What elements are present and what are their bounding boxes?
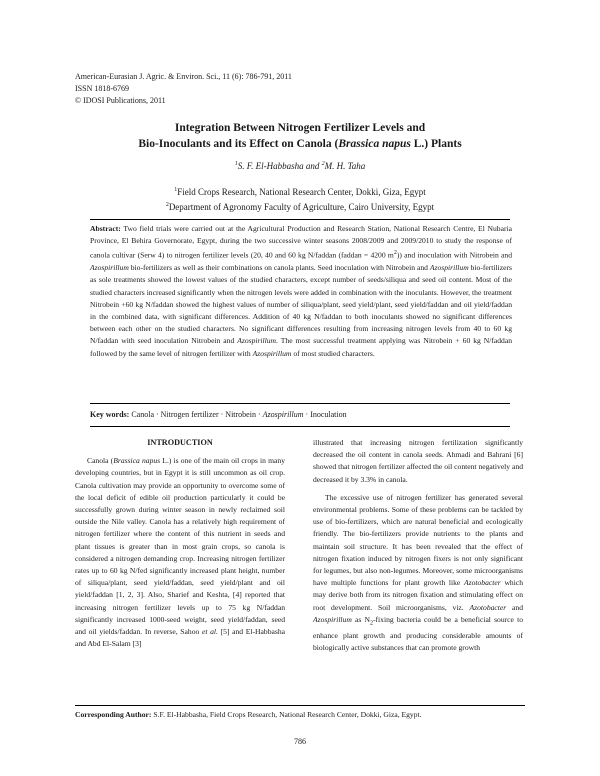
journal-header <box>75 71 292 107</box>
keywords: Key words: Canola · Nitrogen fertilizer · Nitrobein · Azospirillum · Inoculation <box>90 410 347 419</box>
affiliation-2: $^2$Department of Agronomy Faculty of Agriculture, Cairo University, Egypt <box>165 202 435 212</box>
author-1: S. F. El-Habbasha and <box>237 161 322 171</box>
keywords-label: Key words: <box>90 410 130 419</box>
page-number: 786 <box>294 737 306 746</box>
paper-title <box>0 120 600 152</box>
footer-rule <box>75 705 525 706</box>
author-2: M. H. Taha <box>324 161 366 171</box>
intro-paragraph-1: Canola (Brassica napus L.) is one of the main oil crops in many developing countries, but in Egypt it is still uncommon as oil crop. Canola cultivation may provide an opportunity to overcome some of the local deficit of edible oil production particularly it could be successfully grown during winter season in newly reclaimed soil outside the Nile valley. Canola has a relatively high requirement of nitrogen fertilizer where the content of this nutrient in seeds and plant tissues is greater than in most grain crops, so canola is considered a nitrogen demanding crop. Increasing nitrogen fertilizer rates up to 60 kg N/fed significantly increased plant height, number of siliqua/plant, seed yield/faddan, seed yield/plant and oil yield/faddan [1, 2, 3]. Also, Sharief and Keshta, [4] reported that increasing nitrogen fertilizer levels up to 75 kg N/faddan significantly increased 1000-seed weight, seed yield/faddan, seed and oil yields/faddan. In reverse, Sahoo et al. [5] and El-Habbasha and Abd El-Salam [3] <box>75 456 286 649</box>
copyright: © IDOSI Publications, 2011 <box>75 96 166 105</box>
abstract-top-rule <box>90 219 510 220</box>
abstract-bottom-rule <box>90 403 510 404</box>
corresponding-author: Corresponding Author: S.F. El-Habbasha, Field Crops Research, National Research Center, Dokki, Giza, Egypt. <box>75 710 422 719</box>
corresponding-author-label: Corresponding Author: <box>75 710 152 719</box>
affiliation-1: $^1$Field Crops Research, National Research Center, Dokki, Giza, Egypt <box>174 187 426 197</box>
abstract-label: Abstract: <box>90 224 121 233</box>
issn: ISSN 1818-6769 <box>75 84 130 93</box>
intro-paragraph-continued: illustrated that increasing nitrogen fertilization significantly decreased the oil content in canola seeds. Ahmadi and Bahrani [6] showed that nitrogen fertilizer affected the oil content negatively and decreased it by 3.3% in canola. <box>313 438 523 484</box>
section-heading-introduction: INTRODUCTION <box>147 438 213 447</box>
title-line-1: Integration Between Nitrogen Fertilizer Levels and <box>174 122 426 134</box>
body-column-left <box>75 437 285 656</box>
body-column-right <box>313 437 523 660</box>
intro-paragraph-2: The excessive use of nitrogen fertilizer has generated several environmental problems. Some of these problems can be tackled by use of bio-fertilizers, which are natural beneficial and ecologically friendly. The bio-fertilizers provide nutrients to the plants and maintain soil structure. It has been revealed that the effect of nitrogen fixation induced by nitrogen fixers is not only significant for legumes, but also non-legumes. Moreover, some microorganisms have multiple functions for plant growth like Azotobacter which may derive both from its nitrogen fixation and stimulating effect on root development. Soil microorganisms, viz. Azotobacter and Azospirillum as $N_2$-fixing bacteria could be a beneficial source to enhance plant growth and producing considerable amounts of biologically active substances that can promote growth <box>313 492 523 652</box>
keywords-bottom-rule <box>90 426 510 427</box>
abstract: Abstract: Two field trials were carried out at the Agricultural Production and Research Station, National Research Centre, El Nubaria Province, El Behira Governorate, Egypt, during the two successive winter seasons 2008/2009 and 2009/2010 to study the response of canola cultivar (Serw 4) to nitrogen fertilizer levels (20, 40 and 60 kg N/faddan (faddan = 4200 $m^2$)) and inoculation with Nitrobein and Azospirillum bio-fertilizers as well as their combinations on canola plants. Seed inoculation with Nitrobein and Azospirillum bio-fertilizers as sole treatments showed the lowest values of the studied characters, except number of seeds/siliqua and seed oil content. Most of the studied characters increased significantly when the nitrogen levels were added in combination with the inoculants. However, the treatment Nitrobein +60 kg N/faddan showed the highest values of number of siliqua/plant, seed yield/plant, seed yield/faddan and oil yield/faddan in the combined data, with significant differences. Addition of 40 kg N/faddan to both inoculants showed no significant differences between each other on the studied characters. No significant differences resulting from increasing nitrogen levels from 40 to 60 kg N/faddan with seed inoculation Nitrobein and Azospirillum. The most successful treatment applying was Nitrobein + 60 kg N/faddan followed by the same level of nitrogen fertilizer with Azospirillum of most studied characters. <box>90 224 512 358</box>
author-list: $^1$S. F. El-Habbasha and $^2$M. H. Taha <box>234 161 366 171</box>
title-line-2: Bio-Inoculants and its Effect on Canola (Brassica napus L.) Plants <box>138 138 462 150</box>
journal-citation: American-Eurasian J. Agric. & Environ. Sci., 11 (6): 786-791, 2011 <box>75 72 292 81</box>
affiliations <box>0 184 600 214</box>
